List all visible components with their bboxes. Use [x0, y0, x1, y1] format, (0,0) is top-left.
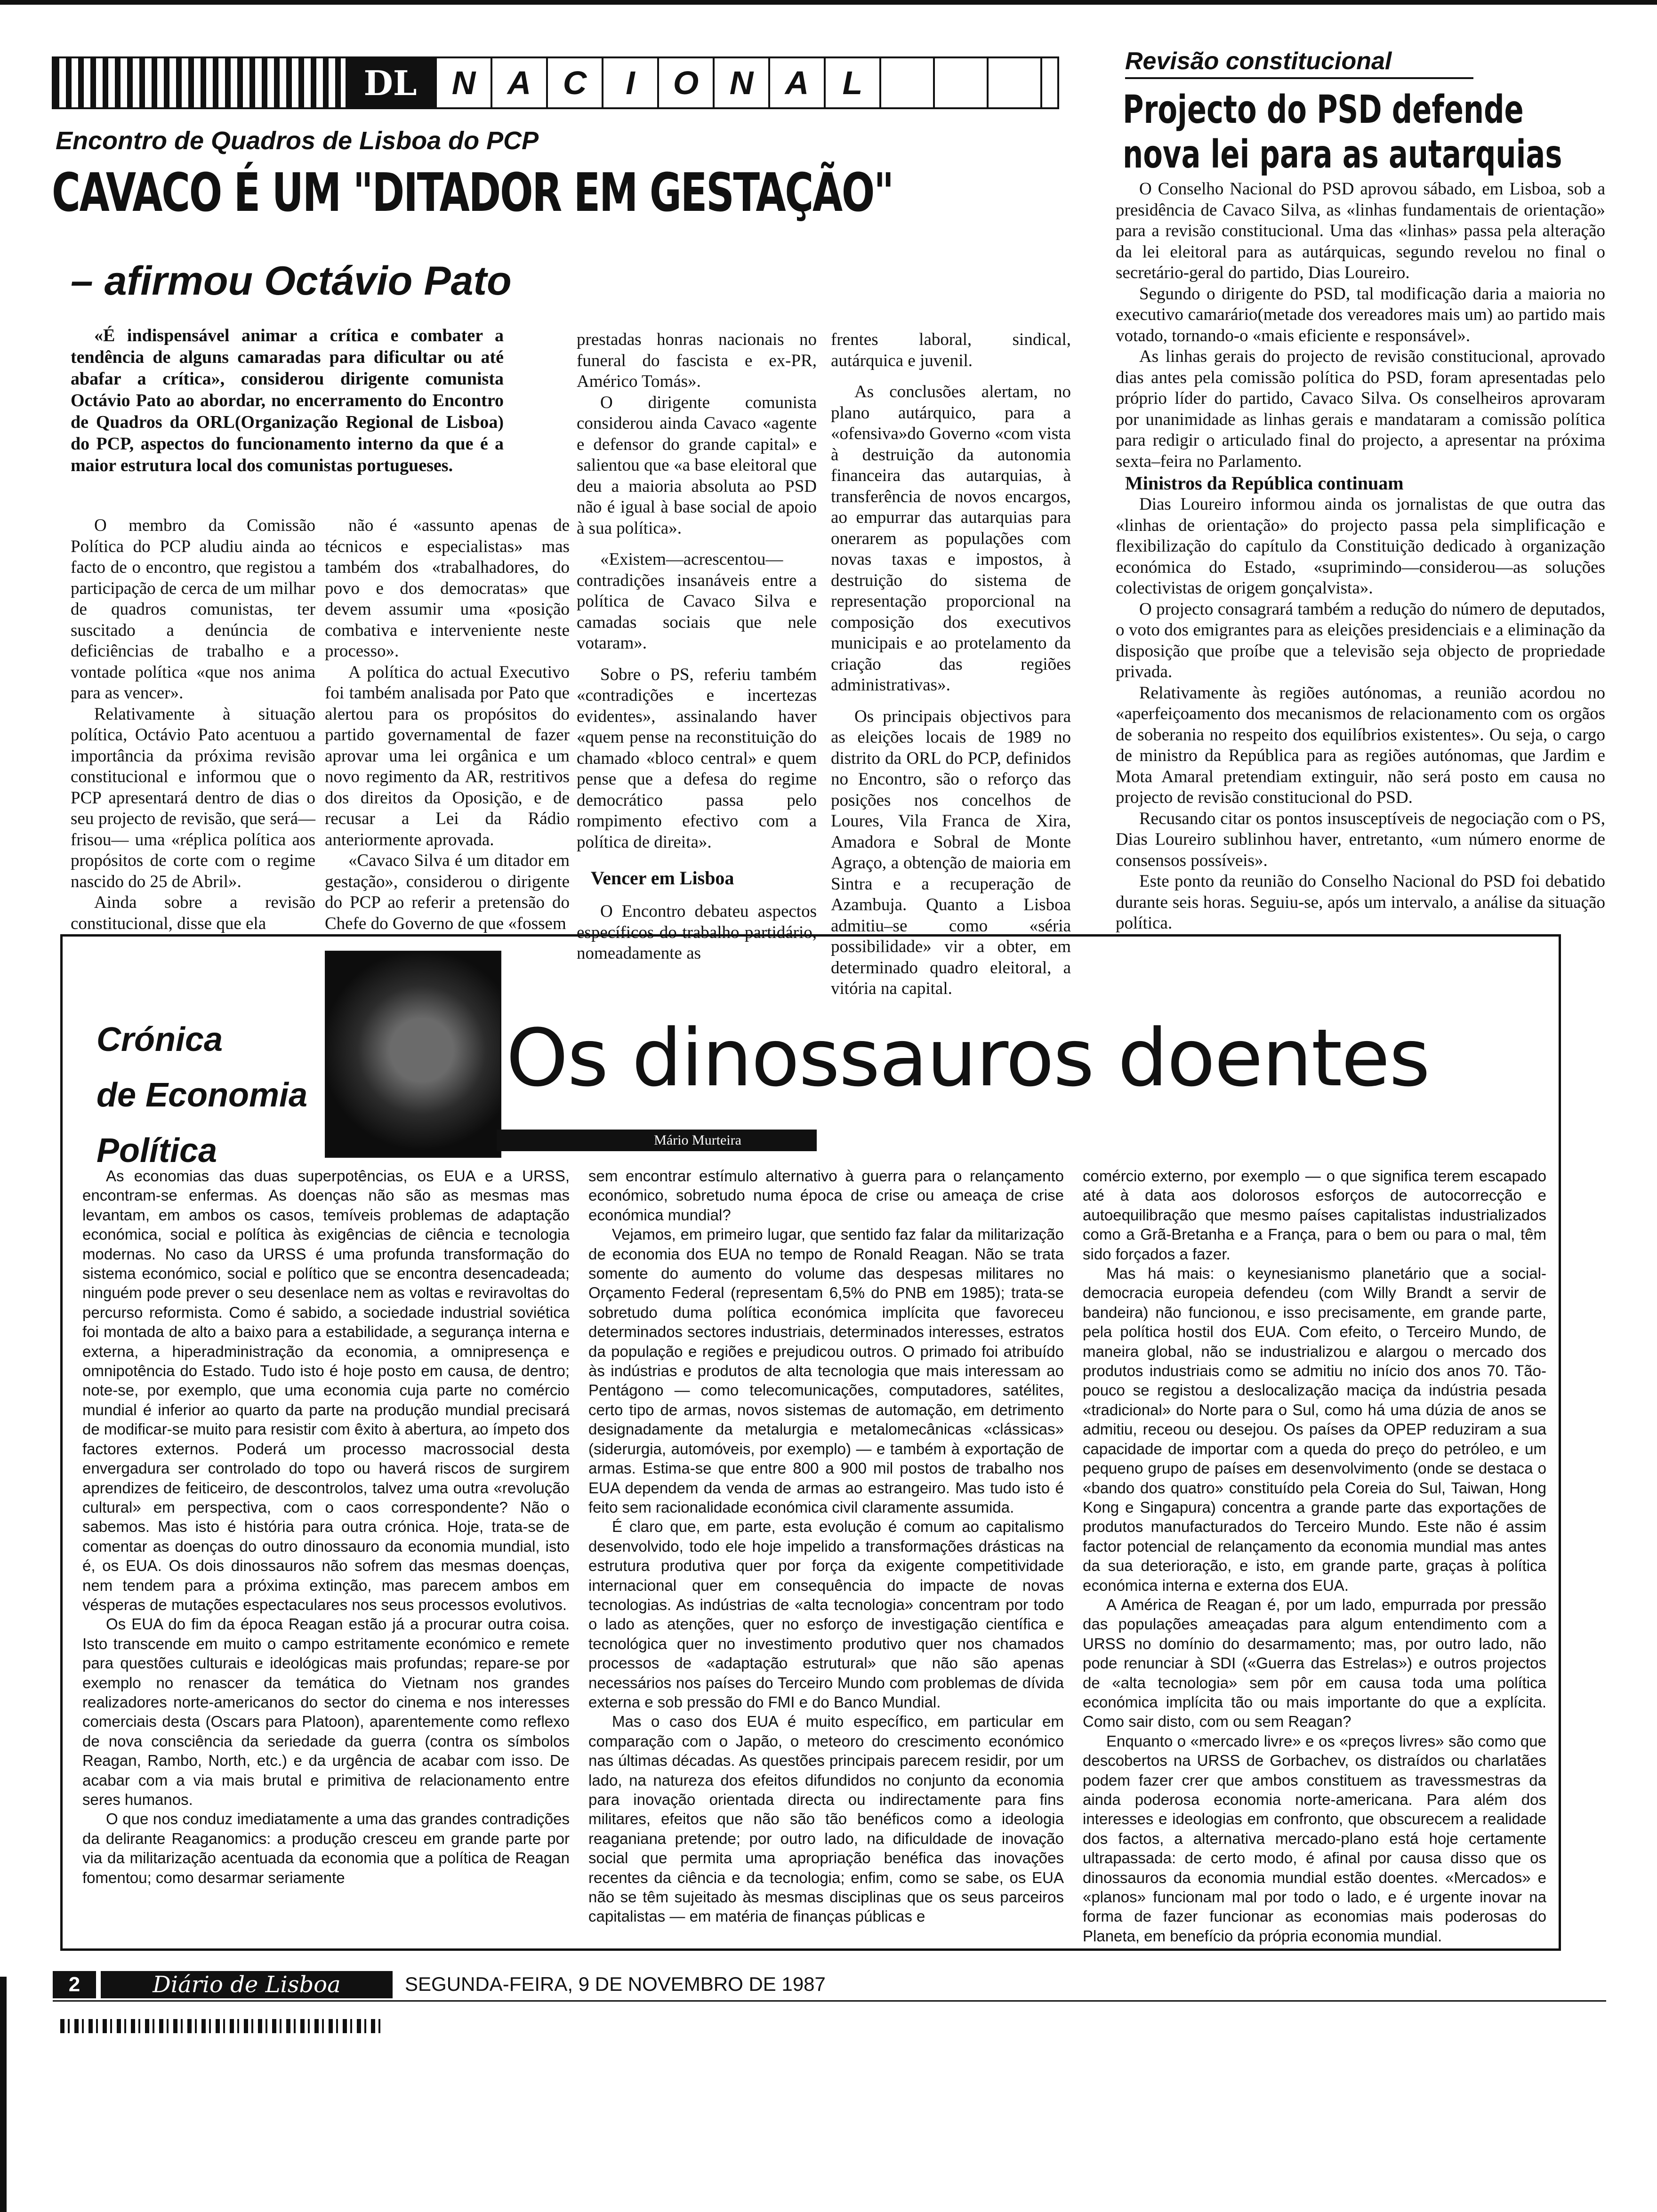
paragraph: O projecto consagrará também a redução do número de deputados, o voto dos emigrantes para as eleições presidenciais e a eliminação da disposição que proíbe que a televisão seja objecto de propriedade privada. [1116, 599, 1605, 681]
cronica-column-2 [588, 1166, 1064, 1926]
page-number: 2 [53, 1971, 96, 1998]
pcp-column-1 [71, 515, 315, 934]
paragraph: As conclusões alertam, no plano autárquico, para a «ofensiva»do Governo «com vista à destruição da autonomia financeira das autarquias, à transferência de novos encargos, ao empurrar das autarquias para onerarem as populações com novas taxas e impostos, à destruição do sistema de representação proporcional na composição dos executivos municipais e ao protelamento da criação das regiões administrativas». [831, 382, 1071, 695]
left-margin-mark [0, 1977, 7, 2212]
newspaper-name: Diário de Lisboa [101, 1971, 393, 1998]
cronica-column-3 [1083, 1166, 1546, 1946]
psd-body [1116, 179, 1605, 934]
paragraph: sem encontrar estímulo alternativo à guerra para o relançamento económico, sobretudo numa época de crise ou ameaça de crise económica mundial? [588, 1167, 1064, 1224]
paragraph: Vejamos, em primeiro lugar, que sentido faz falar da militarização de economia dos EUA no tempo de Ronald Reagan. Não se trata somente do aumento do volume das despesas militares no Orçamento Federal (representam 6,5% do PNB em 1985); trata-se sobretudo duma política económica implícita que favoreceu determinados sectores industriais, determinados interesses, estratos da população e regiões e prejudicou outros. O primado foi atribuído às indústrias e produtos de alta tecnologia que mais interessam ao Pentágono — como telecomunicações, computadores, satélites, certo tipo de armas, novos sistemas de automação, em detrimento designadamente da metalurgia e metalomecânicas «clássicas» (siderurgia, automóveis, por exemplo) — e também à exportação de armas. Estima-se que entre 800 a 900 mil postos de trabalho nos EUA dependem da venda de armas ao estrangeiro. Mas tudo isto é feito sem racionalidade económica civil claramente assumida. [588, 1226, 1064, 1516]
cronica-title: Os dinossauros doentes [506, 1012, 1430, 1104]
paragraph: Dias Loureiro informou ainda os jornalistas de que outra das «linhas de orientação» do projecto passa pela simplificação e flexibilização do capítulo da Constituição dedicado à organização económica do Estado, «suprimindo—considerou—as soluções colectivistas de origem gonçalvista». [1116, 495, 1605, 598]
paragraph: Recusando citar os pontos insusceptíveis de negociação com o PS, Dias Loureiro sublinhou haver, entretanto, «um número enorme de consensos possíveis». [1116, 809, 1605, 870]
paragraph: O dirigente comunista considerou ainda Cavaco «agente e defensor do grande capital» e salientou que «a base eleitoral que deu a maioria absoluta ao PSD não é igual à base social de apoio à sua política». [577, 393, 817, 538]
paragraph: O que nos conduz imediatamente a uma das grandes contradições da delirante Reaganomics: a produção cresceu em grande parte por via da militarização acentuada da economia que a política de Reagan fomentou; como desarmar seriamente [82, 1810, 570, 1886]
newspaper-logo-mark: DL [346, 58, 435, 107]
pcp-subhead: – afirmou Octávio Pato [71, 258, 512, 304]
section-letter: A [491, 58, 546, 107]
paragraph: Sobre o PS, referiu também «contradições e incertezas evidentes», assinalando haver «quem pense na reconstituição do chamado «bloco central» e quem pense que a defesa do regime democrático passa pelo rompimento efectivo com a política de direita». [577, 665, 817, 852]
paragraph: Enquanto o «mercado livre» e os «preços livres» são como que descobertos na URSS de Gorbachev, os distraídos ou charlatães podem fazer crer que ambos constituem as travessmestras da ainda poderosa economia norte-americana. Para além dos interesses e ideologias em confronto, que obscurecem a realidade dos factos, a alternativa mercado-plano está hoje certamente ultrapassada: de certo modo, é afinal por causa disso que os dinossauros da economia mundial estão doentes. «Mercados» e «planos» funcionam mal por todo o lado, e é urgente inovar na forma de fazer funcionar as economias mais poderosas do Planeta, em benefício da própria economia mundial. [1083, 1732, 1546, 1945]
top-rule [0, 0, 1657, 5]
paragraph: Este ponto da reunião do Conselho Nacional do PSD foi debatido durante seis horas. Seguiu-se, após um intervalo, a análise da situação política. [1116, 872, 1605, 933]
psd-kicker: Revisão constitucional [1125, 47, 1473, 79]
lead-text: «É indispensável animar a crítica e combater a tendência de alguns camaradas para dificultar ou até abafar a crítica», considerou dirigente comunista Octávio Pato ao abordar, no encerramento do Encontro de Quadros da ORL(Organização Regional de Lisboa) do PCP, aspectos do funcionamento interno da que é a maior estrutura local dos comunistas portugueses. [71, 326, 504, 475]
paragraph: As linhas gerais do projecto de revisão constitucional, aprovado dias antes pela comissão política do PSD, foram apresentadas pelo próprio líder do partido, Cavaco Silva. Os conselheiros aprovaram por unanimidade as linhas gerais e mandataram a comissão política para redigir o articulado final do projecto, a apresentar na próxima sexta–feira no Parlamento. [1116, 347, 1605, 471]
pcp-headline: CAVACO É UM "DITADOR EM GESTAÇÃO" [52, 162, 893, 224]
pcp-column-4 [831, 329, 1071, 1000]
pcp-kicker: Encontro de Quadros de Lisboa do PCP [56, 127, 539, 155]
pcp-lead-paragraph [71, 325, 504, 476]
strip-tail-pattern [879, 58, 1057, 107]
label-line: de Economia [97, 1076, 308, 1114]
paragraph: não é «assunto apenas de técnicos e especialistas» mas também dos «trabalhadores, do povo e dos democratas» que devem assumir uma «posição combativa e interveniente neste processo». [325, 516, 570, 661]
cronica-section-label [97, 1012, 360, 1178]
label-line: Crónica [97, 1021, 223, 1058]
paragraph: Relativamente às regiões autónomas, a reunião acordou no «aperfeiçoamento dos mecanismos de relacionamento com os orgãos de soberania no respeito dos equilíbrios existentes». Ou seja, o cargo de ministro da República para as regiões autónomas, que Jardim e Mota Amaral pretendiam extinguir, não será posto em causa no projecto de revisão constitucional do PSD. [1116, 683, 1605, 807]
paragraph: «Cavaco Silva é um ditador em gestação», considerou o dirigente do PCP ao referir a pretensão do Chefe do Governo de que «fossem [325, 851, 570, 933]
byline-bar: Mário Murteira [497, 1130, 817, 1151]
paragraph: Ainda sobre a revisão constitucional, disse que ela [71, 893, 315, 933]
paragraph: prestadas honras nacionais no funeral do fascista e ex-PR, Américo Tomás». [577, 330, 817, 391]
paragraph: «Existem—acrescentou— contradições insanáveis entre a política de Cavaco Silva e camadas sociais que nele votaram». [577, 550, 817, 653]
paragraph: É claro que, em parte, esta evolução é comum ao capitalismo desenvolvido, todo ele hoje impelido a transformações drásticas na estrutura produtiva quer por força da exigente competitividade internacional quer em consequência do impacte de novas tecnologias. As indústrias de «alta tecnologia» concentram por todo o lado as atenções, quer no esforço de investigação científica e tecnológica quer no investimento produtivo quer nos chamados processos de «adaptação estrutural» que não são apenas necessários nos países do Terceiro Mundo com problemas de dívida externa e sob pressão do FMI e do Banco Mundial. [588, 1518, 1064, 1711]
section-letter: N [435, 58, 491, 107]
paragraph: Segundo o dirigente do PSD, tal modificação daria a maioria no executivo camarário(metade dos vereadores mais um) ao partido mais votado, tornando-o «mais eficiente e responsável». [1116, 284, 1605, 345]
issue-date: SEGUNDA-FEIRA, 9 DE NOVEMBRO DE 1987 [405, 1973, 826, 1995]
section-letter: C [546, 58, 602, 107]
paragraph: O membro da Comissão Política do PCP aludiu ainda ao facto de o encontro, que registou a participação de cerca de um milhar de quadros comunistas, ter suscitado a denúncia de deficiências de trabalho e a vontade política «que nos anima para as vencer». [71, 516, 315, 703]
pcp-subtitle: Vencer em Lisboa [591, 867, 734, 889]
paragraph: As economias das duas superpotências, os EUA e a URSS, encontram-se enfermas. As doenças não são as mesmas mas levantam, em ambos os casos, temíveis problemas de adaptação económica, social e política às exigências de ciência e tecnologia modernas. No caso da URSS é uma profunda transformação do sistema económico, social e político que se encontra desencadeada; ninguém pode prever o seu desenlace nem as voltas e reviravoltas do percurso reformista. Como é sabido, a sociedade industrial soviética foi montada de alto a baixo para a estabilidade, a segurança interna e externa, a hiperadministração da economia, a omnipresença e omnipotência do Estado. Tudo isto é hoje posto em causa, de dentro; note-se, por exemplo, que uma economia cuja parte no comércio mundial é inferior ao quarto da parte na produção mundial precisará de modificar-se muito para resistir com êxito à abertura, ao ímpeto dos factores externos. Poderá um processo macrossocial desta envergadura ser controlado do topo ou haverá riscos de surgirem aprendizes de feiticeiro, de descontrolos, talvez uma outra «revolução cultural» em perspectiva, com o caos correspondente? Não o sabemos. Mas isto é história para outra crónica. Hoje, trata-se de comentar as doenças do outro dinossauro da economia mundial, isto é, os EUA. Os dois dinossauros não sofrem das mesmas doenças, nem tendem para a próxima extinção, mas parecem ambos em vésperas de mutações espectaculares nos seus processos evolutivos. [82, 1167, 570, 1613]
paragraph: A América de Reagan é, por um lado, empurrada por pressão das populações ameaçadas para algum entendimento com a URSS no domínio do desarmamento; mas, por outro lado, não pode renunciar à SDI («Guerra das Estrelas») e outros projectos de «alta tecnologia» sem pôr em causa toda uma política económica implícita tão ou mais importante do que a explícita. Como sair disto, com ou sem Reagan? [1083, 1595, 1546, 1731]
section-letter: O [657, 58, 713, 107]
footer-rule [53, 2000, 1606, 2002]
section-header-strip [52, 56, 1059, 109]
section-letter: A [768, 58, 824, 107]
section-letter: L [824, 58, 879, 107]
psd-headline-line-2: nova lei para as autarquias [1123, 132, 1562, 177]
paragraph: A política do actual Executivo foi também analisada por Pato que alertou para os propósitos do partido governamental de fazer aprovar uma lei orgânica e um novo regimento da AR, restritivos dos direitos da Oposição, e de recusar a Lei da Rádio anteriormente aprovada. [325, 662, 570, 850]
cronica-column-1 [82, 1166, 570, 1887]
paragraph: Relativamente à situação política, Octávio Pato acentuou a importância da próxima revisão constitucional e informou que o PCP apresentará dentro de dias o seu projecto de revisão, que será—frisou— uma «réplica política aos propósitos de corte com o regime nascido do 25 de Abril». [71, 704, 315, 891]
section-letter: I [602, 58, 657, 107]
psd-headline-line-1: Projecto do PSD defende [1123, 88, 1524, 132]
paragraph: Os principais objectivos para as eleições locais de 1989 no distrito da ORL do PCP, definidos no Encontro, são o reforço das posições nos concelhos de Loures, Vila Franca de Xira, Amadora e Sobral de Monte Agraço, a obtenção de maioria em Sintra e a recuperação de Azambuja. Quanto a Lisboa admitiu–se como «séria possibilidade» vir a obter, em determinado quadro eleitoral, a vitória na capital. [831, 706, 1071, 998]
section-letter: N [713, 58, 768, 107]
author-photo [325, 951, 501, 1158]
paragraph: O Encontro debateu aspectos específicos do trabalho partidário, nomeadamente as [577, 902, 817, 963]
footer-pattern-bar [60, 2019, 385, 2033]
psd-subtitle: Ministros da República continuam [1125, 473, 1404, 494]
strip-pattern [54, 58, 346, 107]
paragraph: Mas há mais: o keynesianismo planetário que a social-democracia europeia defendeu (com Willy Brandt a servir de bandeira) não funcionou, e isso precisamente, em grande parte, pela política hostil dos EUA. Com efeito, o Terceiro Mundo, de maneira global, não se industrializou e alargou o mercado dos produtos industriais como se admitiu no início dos anos 70. Tão-pouco se registou a deslocalização maciça da indústria pesada «tradicional» do Norte para o Sul, como há uma dúzia de anos se admitiu, receou ou desejou. Os países da OPEP reduziram a sua capacidade de importar com a queda do preço do petróleo, e um pequeno grupo de países em desenvolvimento (onde se destaca o «bando dos quatro» constituído pela Coreia do Sul, Taiwan, Hong Kong e Singapura) concentra a grande parte das exportações de produtos manufacturados do Terceiro Mundo. Este não é assim factor potencial de relançamento da economia mundial mas antes da sua deterioração, e isto, em grande parte, graças à política económica interna e externa dos EUA. [1083, 1265, 1546, 1594]
paragraph: Mas o caso dos EUA é muito específico, em particular em comparação com o Japão, o meteoro do crescimento económico nas últimas décadas. As questões principais parecem residir, por um lado, na natureza dos efeitos difundidos no conjunto da economia para inovação orientada directa ou indirectamente para fins militares, efeitos que não são tão benéficos como a ideologia reaganiana pretende; por outro lado, na dificuldade de inovação social que permita uma apropriação benéfica das inovações recentes da ciência e da tecnologia; enfim, como se sabe, os EUA não se têm sujeitado às mesmas disciplinas que os seus parceiros capitalistas — em matéria de finanças públicas e [588, 1713, 1064, 1925]
paragraph: frentes laboral, sindical, autárquica e juvenil. [831, 330, 1071, 370]
pcp-column-2 [325, 515, 570, 934]
paragraph: Os EUA do fim da época Reagan estão já a procurar outra coisa. Isto transcende em muito o campo estritamente económico e remete para questões culturais e ideológicas mais profundas; repare-se por exemplo no renascer da temática do Vietnam nos grandes realizadores norte-americanos do sector do cinema e nos interesses comerciais desta (Oscars para Platoon), aparentemente como reflexo de nova consciência da seriedade da guerra (contra os símbolos Reagan, Rambo, North, etc.) e da urgência de acabar com isso. De acabar com a via mais brutal e primitiva de relacionamento entre seres humanos. [82, 1615, 570, 1808]
section-name-nacional [435, 58, 1057, 107]
paragraph: comércio externo, por exemplo — o que significa terem escapado até à data aos dolorosos esforços de autocorrecção e autoequilibração que mesmo países capitalistas industrializados como a Grã-Bretanha e a França, para o bem ou para o mal, têm sido forçados a fazer. [1083, 1167, 1546, 1263]
pcp-column-3 [577, 329, 817, 964]
label-line: Política [97, 1132, 217, 1170]
paragraph: O Conselho Nacional do PSD aprovou sábado, em Lisboa, sob a presidência de Cavaco Silva, as «linhas fundamentais de orientação» para a revisão constitucional. Uma das «linhas» passa pela alteração da lei eleitoral para as autárquicas, segundo revelou no final o secretário-geral do partido, Dias Loureiro. [1116, 179, 1605, 282]
